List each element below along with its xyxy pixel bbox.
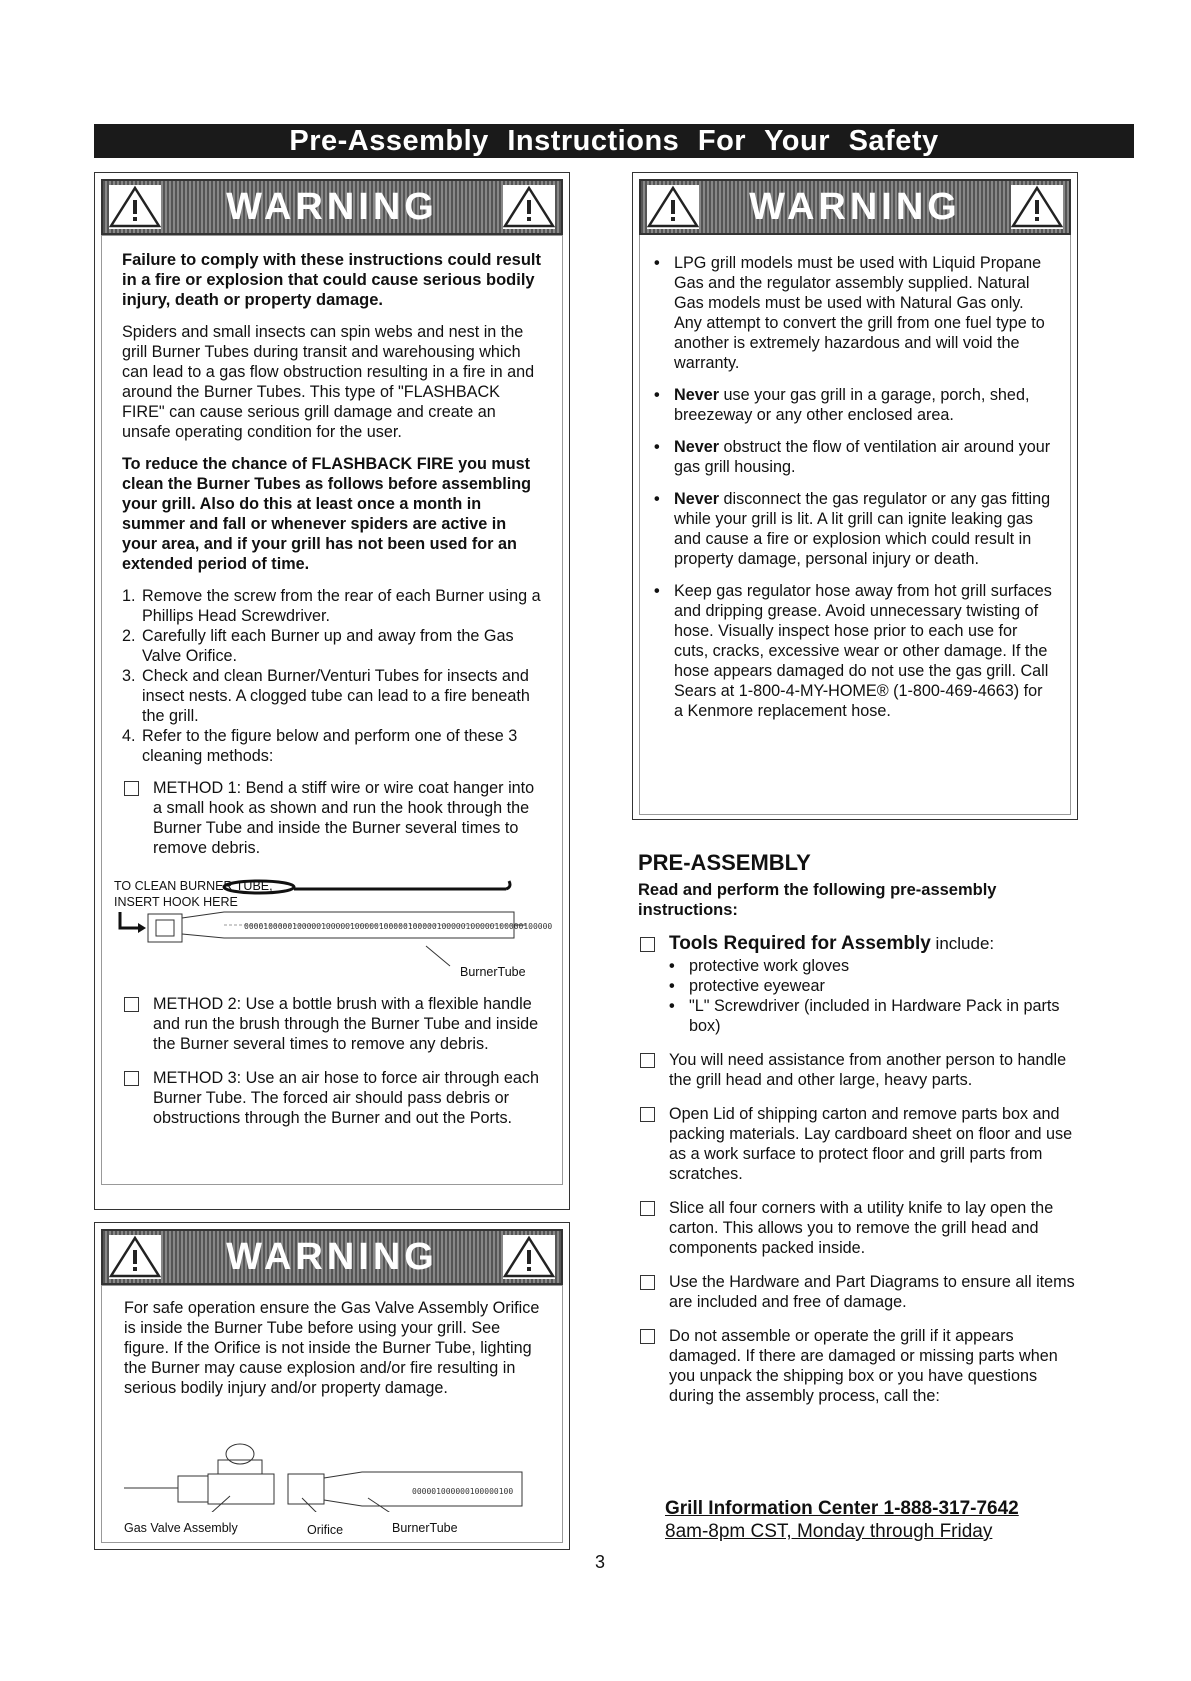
warning-triangle-icon [1011,185,1063,229]
checkbox[interactable] [640,1107,655,1122]
contact-info [665,1497,1019,1543]
list-item: • Never use your gas grill in a garage, porch, shed, breezeway or any other enclosed area. [654,386,1030,424]
section-subheading: Read and perform the following pre-assembly instructions: [638,881,997,919]
checklist-item: You will need assistance from another person to handle the grill head and other large, heavy parts. [638,1050,1086,1090]
burner-hook-diagram: TO CLEAN BURNER TUBE, INSERT HOOK HERE 0000100000100000100000100000100000100000100000100000100000100000 BurnerTube [122,876,542,986]
warning-body [101,235,563,1185]
checkbox[interactable] [640,937,655,952]
list-item: • protective work gloves [669,957,850,975]
orifice-warning-text: For safe operation ensure the Gas Valve Assembly Orifice is inside the Burner Tube before using your grill. See figure. If the Orifice is not inside the Burner Tube, lighting the Burner may cause explosion and/or fire resulting in serious bodily injury and/or property damage. [124,1299,540,1397]
checkbox[interactable] [640,1275,655,1290]
checkbox[interactable] [640,1201,655,1216]
checklist-item: Use the Hardware and Part Diagrams to ensure all items are included and free of damage. [638,1272,1086,1312]
step-item: 2. Carefully lift each Burner up and away from the Gas Valve Orifice. [122,627,514,665]
checklist-item: Do not assemble or operate the grill if it appears damaged. If there are damaged or missing parts when you unpack the shipping box or you have questions during the assembly process, call the: [638,1326,1086,1406]
page-number: 3 [595,1552,606,1572]
list-item: • "L" Screwdriver (included in Hardware Pack in parts box) [669,997,1060,1035]
warning-title: WARNING [226,1236,438,1278]
warning-box-orifice [94,1222,570,1550]
tools-list [669,956,1086,1036]
pre-assembly-section [638,850,1086,1406]
warning-header [101,179,563,235]
checkbox[interactable] [124,781,139,796]
checkbox[interactable] [640,1053,655,1068]
method-2: METHOD 2: Use a bottle brush with a flexible handle and run the brush through the Burner Tube and inside the Burner several times to remove any debris. [122,994,542,1054]
warning-box-flashback [94,172,570,1210]
grill-info-center-link[interactable]: Grill Information Center 1-888-317-7642 [665,1498,1019,1519]
warning-title: WARNING [749,186,961,228]
gas-safety-list [654,253,1054,721]
warning-header [639,179,1071,235]
checkbox[interactable] [640,1329,655,1344]
list-item: • protective eyewear [669,977,825,995]
warning-triangle-icon [503,185,555,229]
list-item: • Keep gas regulator hose away from hot grill surfaces and dripping grease. Avoid unnecessary twisting of hose. Visually inspect hose prior to each use for cuts, cracks, excessive wear or other damage. If the hose appears damaged do not use the gas grill. Call Sears at 1-800-4-MY-HOME® (1-800-469-4663) for a Kenmore replacement hose. [654,582,1052,720]
burner-tube-drawing [114,876,554,976]
burner-tube-label: BurnerTube [392,1521,458,1535]
step-item: 3. Check and clean Burner/Venturi Tubes for insects and insect nests. A clogged tube can lead to a fire beneath the grill. [122,667,530,725]
checklist-item: Slice all four corners with a utility knife to lay open the carton. This allows you to remove the grill head and components packed inside. [638,1198,1086,1258]
burner-tube-label: BurnerTube [460,965,526,979]
checkbox[interactable] [124,1071,139,1086]
warning-body [639,235,1071,815]
warning-body [101,1285,563,1543]
warning-lead: Failure to comply with these instructions could result in a fire or explosion that could cause serious bodily injury, death or property damage. [122,251,541,309]
warning-box-gas-safety [632,172,1078,820]
orifice-label: Orifice [307,1523,344,1537]
method-3: METHOD 3: Use an air hose to force air through each Burner Tube. The forced air should pass debris or obstructions through the Burner and out the Ports. [122,1068,542,1128]
cleaning-steps [122,586,542,766]
warning-header [101,1229,563,1285]
contact-hours: 8am-8pm CST, Monday through Friday [665,1521,993,1542]
gas-valve-label: Gas Valve Assembly [124,1521,238,1535]
warning-triangle-icon [503,1235,555,1279]
method-1: METHOD 1: Bend a stiff wire or wire coat hanger into a small hook as shown and run the hook through the Burner Tube and inside the Burner several times to remove debris. [122,778,542,858]
flashback-paragraph: To reduce the chance of FLASHBACK FIRE you must clean the Burner Tubes as follows before assembling your grill. Also do this at least once a month in summer and fall or whenever spiders are active in your area, and if your grill has not been used for an extended period of time. [122,455,531,573]
svg-text:000001000000100000100: 000001000000100000100 [412,1487,514,1496]
tools-item: Tools Required for Assembly include: • protective work gloves • protective eyewear • "L" Screwdriver (included in Hardware Pack in parts box) [638,934,1086,1036]
list-item: • Never obstruct the flow of ventilation air around your gas grill housing. [654,438,1051,476]
section-heading: PRE-ASSEMBLY [638,850,811,875]
warning-title: WARNING [226,186,438,228]
gas-valve-diagram [122,1442,542,1512]
checklist-item: Open Lid of shipping carton and remove parts box and packing materials. Lay cardboard sheet on floor and use as a work surface to protect floor and grill parts from scratches. [638,1104,1086,1184]
list-item: • LPG grill models must be used with Liquid Propane Gas and the regulator assembly supplied. Natural Gas models must be used with Natural Gas only. Any attempt to convert the grill from one fuel type to another is extremely hazardous and will void the warranty. [654,254,1045,372]
list-item: • Never disconnect the gas regulator or any gas fitting while your grill is lit. A lit grill can ignite leaking gas and cause a fire or explosion which could result in property damage, personal injury or death. [654,490,1051,568]
spiders-paragraph: Spiders and small insects can spin webs and nest in the grill Burner Tubes during transit and warehousing which can lead to a gas flow obstruction resulting in a fire in and around the Burner Tubes. This type of "FLASHBACK FIRE" can cause serious grill damage and create an unsafe operating condition for the user. [122,323,535,441]
checkbox[interactable] [124,997,139,1012]
page-title: Pre-Assembly Instructions For Your Safety [94,124,1134,158]
step-item: 1. Remove the screw from the rear of each Burner using a Phillips Head Screwdriver. [122,587,541,625]
svg-text:000010000010000010000010000010: 0000100000100000100000100000100000100000100000100000100000100000 [244,922,553,931]
step-item: 4. Refer to the figure below and perform one of these 3 cleaning methods: [122,727,518,765]
